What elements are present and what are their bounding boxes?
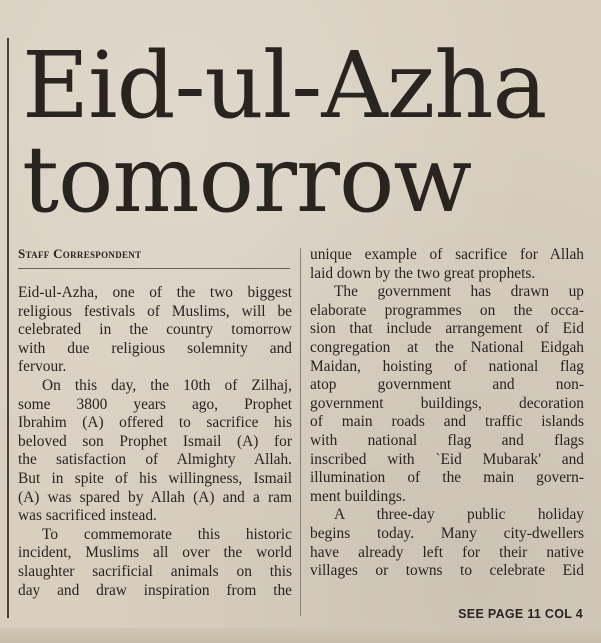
column2-line: begins today. Many city-dwellers — [310, 524, 584, 542]
column1-line: slaughter sacrificial animals on this — [18, 562, 292, 580]
column1-line: celebrated in the country tomorrow — [18, 321, 292, 339]
column1-line: But in spite of his willingness, Ismail — [18, 469, 292, 487]
column1-line: To commemorate this historic — [42, 525, 292, 543]
column1-line: was sacrificed instead. — [18, 507, 157, 525]
column2-line: elaborate programmes on the occa- — [310, 301, 584, 319]
column1-line: some 3800 years ago, Prophet — [18, 395, 292, 413]
column2-line: have already left for their native — [310, 543, 584, 561]
left-column-rule — [7, 38, 9, 618]
column2-line: sion that include arrangement of Eid — [310, 320, 584, 338]
column1-line: (A) was spared by Allah (A) and a ram — [18, 488, 292, 506]
column1-line: Ibrahim (A) offered to sacrifice his — [18, 414, 292, 432]
column2-line: ment buildings. — [310, 487, 406, 505]
clipping-bottom-edge — [0, 628, 601, 643]
column2-line: with national flag and flags — [310, 431, 584, 449]
column2-line: government buildings, decoration — [310, 394, 584, 412]
column-divider — [300, 248, 301, 616]
column1-line: incident, Muslims all over the world — [18, 544, 292, 562]
column2-line: laid down by the two great prophets. — [310, 264, 536, 282]
headline-line-1: Eid-ul-Azha — [22, 32, 547, 139]
column1-line: with due religious solemnity and — [18, 339, 292, 357]
article-column-1 — [18, 284, 292, 600]
byline: Staff Correspondent — [18, 246, 142, 261]
headline-line-2: tomorrow — [22, 126, 472, 233]
column2-line: atop government and non- — [310, 376, 584, 394]
column2-line: Maidan, hoisting of national flag — [310, 357, 584, 375]
continuation-jump-line: SEE PAGE 11 COL 4 — [458, 607, 583, 621]
column2-line: inscribed with `Eid Mubarak' and — [310, 450, 584, 468]
column1-line: the satisfaction of Almighty Allah. — [18, 451, 292, 469]
headline — [22, 32, 592, 233]
column1-line: religious festivals of Muslims, will be — [18, 302, 292, 320]
column2-line: of main roads and traffic islands — [310, 413, 584, 431]
column2-line: The government has drawn up — [334, 283, 584, 301]
column1-line: day and draw inspiration from the — [18, 581, 292, 599]
column1-line: beloved son Prophet Ismail (A) for — [18, 432, 292, 450]
column2-line: villages or towns to celebrate Eid — [310, 562, 584, 580]
column1-line: On this day, the 10th of Zilhaj, — [42, 376, 292, 394]
column2-line: illumination of the main govern- — [310, 469, 584, 487]
column1-line: Eid-ul-Azha, one of the two biggest — [18, 284, 292, 301]
article-column-2 — [310, 246, 584, 581]
column1-line: fervour. — [18, 358, 67, 376]
column2-line: congregation at the National Eidgah — [310, 338, 584, 356]
column2-line: unique example of sacrifice for Allah — [310, 246, 584, 263]
byline-rule — [18, 268, 290, 269]
column2-line: A three-day public holiday — [334, 506, 584, 524]
